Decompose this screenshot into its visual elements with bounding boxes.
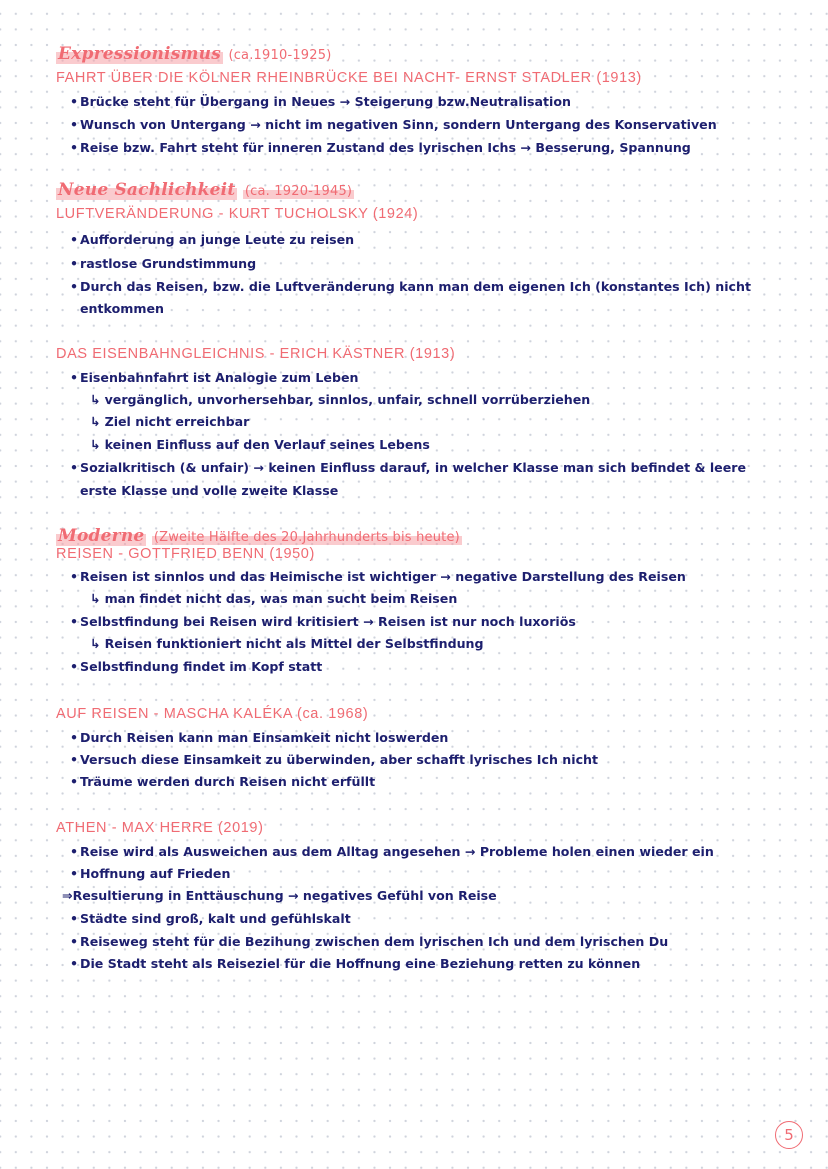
list-item: • Wunsch von Untergang → nicht im negativen Sinn, sondern Untergang des Konservativen	[70, 117, 717, 132]
sub-item: ↳ Reisen funktioniert nicht als Mittel der Selbstfindung	[90, 636, 484, 651]
bullet-icon: •	[70, 659, 79, 674]
list-item: • Versuch diese Einsamkeit zu überwinden, aber schafft lyrisches Ich nicht	[70, 752, 599, 767]
epoch-heading-expressionismus	[56, 44, 332, 64]
list-item: • Selbstfindung bei Reisen wird kritisiert → Reisen ist nur noch luxoriös	[70, 614, 576, 629]
bullet-icon: •	[70, 94, 79, 109]
work-title-tucholsky: LUFTVERÄNDERUNG - KURT TUCHOLSKY (1924)	[56, 206, 419, 222]
bullet-icon: •	[70, 934, 79, 949]
work-title-benn: REISEN - GOTTFRIED BENN (1950)	[56, 546, 315, 562]
sub-arrow-icon: ↳	[90, 636, 101, 651]
bullet-icon: •	[70, 866, 79, 881]
list-item: • Reise wird als Ausweichen aus dem Alltag angesehen → Probleme holen einen wieder ein	[70, 844, 714, 859]
sub-arrow-icon: ↳	[90, 591, 101, 606]
epoch-name: Moderne	[58, 526, 145, 546]
list-item: • Durch das Reisen, bzw. die Luftveränderung kann man dem eigenen Ich (konstantes Ich) nicht	[70, 279, 751, 294]
sub-item: ↳ vergänglich, unvorhersehbar, sinnlos, unfair, schnell vorrüberziehen	[90, 392, 591, 407]
list-item: • Die Stadt steht als Reiseziel für die Hoffnung eine Beziehung retten zu können	[70, 956, 641, 971]
list-item: • Reiseweg steht für die Bezihung zwischen dem lyrischen Ich und dem lyrischen Du	[70, 934, 669, 949]
sub-arrow-icon: ↳	[90, 414, 101, 429]
bullet-icon: •	[70, 460, 79, 475]
epoch-heading-moderne	[56, 526, 462, 546]
bullet-icon: •	[70, 774, 79, 789]
list-item: • Durch Reisen kann man Einsamkeit nicht loswerden	[70, 730, 449, 745]
bullet-icon: •	[70, 569, 79, 584]
list-item: • Reise bzw. Fahrt steht für inneren Zustand des lyrischen Ichs → Besserung, Spannung	[70, 140, 691, 155]
list-item: • Eisenbahnfahrt ist Analogie zum Leben	[70, 370, 359, 385]
implies-arrow-icon: ⇒	[62, 888, 73, 903]
work-title-stadler: FAHRT ÜBER DIE KÖLNER RHEINBRÜCKE BEI NACHT- ERNST STADLER (1913)	[56, 70, 642, 86]
epoch-heading-neue-sachlichkeit	[56, 180, 354, 200]
list-item: • Sozialkritisch (& unfair) → keinen Einfluss darauf, in welcher Klasse man sich befindet & leere	[70, 460, 746, 475]
bullet-icon: •	[70, 730, 79, 745]
list-item: • Träume werden durch Reisen nicht erfüllt	[70, 774, 376, 789]
bullet-icon: •	[70, 232, 79, 247]
sub-item: ↳ man findet nicht das, was man sucht beim Reisen	[90, 591, 458, 606]
work-title-kaestner: DAS EISENBAHNGLEICHNIS - ERICH KÄSTNER (1913)	[56, 346, 456, 362]
bullet-icon: •	[70, 140, 79, 155]
list-item-continuation: erste Klasse und volle zweite Klasse	[80, 483, 339, 498]
bullet-icon: •	[70, 279, 79, 294]
sub-item: ↳ keinen Einfluss auf den Verlauf seines Lebens	[90, 437, 430, 452]
epoch-period: (ca. 1920-1945)	[244, 184, 353, 199]
bullet-icon: •	[70, 956, 79, 971]
conclusion-item: ⇒Resultierung in Enttäuschung → negatives Gefühl von Reise	[62, 888, 497, 903]
list-item: • Hoffnung auf Frieden	[70, 866, 231, 881]
bullet-icon: •	[70, 370, 79, 385]
epoch-period: (Zweite Hälfte des 20.Jahrhunderts bis heute)	[153, 530, 460, 545]
epoch-period: (ca.1910-1925)	[228, 48, 332, 63]
list-item-continuation: entkommen	[80, 301, 164, 316]
page-number: 5	[775, 1121, 803, 1149]
list-item: • Selbstfindung findet im Kopf statt	[70, 659, 323, 674]
epoch-name: Neue Sachlichkeit	[58, 180, 236, 200]
sub-arrow-icon: ↳	[90, 392, 101, 407]
sub-arrow-icon: ↳	[90, 437, 101, 452]
epoch-name: Expressionismus	[58, 44, 221, 64]
work-title-kaleko: AUF REISEN - MASCHA KALÉKA (ca. 1968)	[56, 706, 369, 722]
bullet-icon: •	[70, 117, 79, 132]
list-item: • Brücke steht für Übergang in Neues → Steigerung bzw.Neutralisation	[70, 94, 571, 109]
work-title-herre: ATHEN - MAX HERRE (2019)	[56, 820, 264, 836]
bullet-icon: •	[70, 911, 79, 926]
bullet-icon: •	[70, 256, 79, 271]
list-item: • Aufforderung an junge Leute zu reisen	[70, 232, 355, 247]
bullet-icon: •	[70, 752, 79, 767]
list-item: • rastlose Grundstimmung	[70, 256, 257, 271]
list-item: • Reisen ist sinnlos und das Heimische ist wichtiger → negative Darstellung des Reisen	[70, 569, 686, 584]
bullet-icon: •	[70, 614, 79, 629]
list-item: • Städte sind groß, kalt und gefühlskalt	[70, 911, 351, 926]
bullet-icon: •	[70, 844, 79, 859]
sub-item: ↳ Ziel nicht erreichbar	[90, 414, 250, 429]
